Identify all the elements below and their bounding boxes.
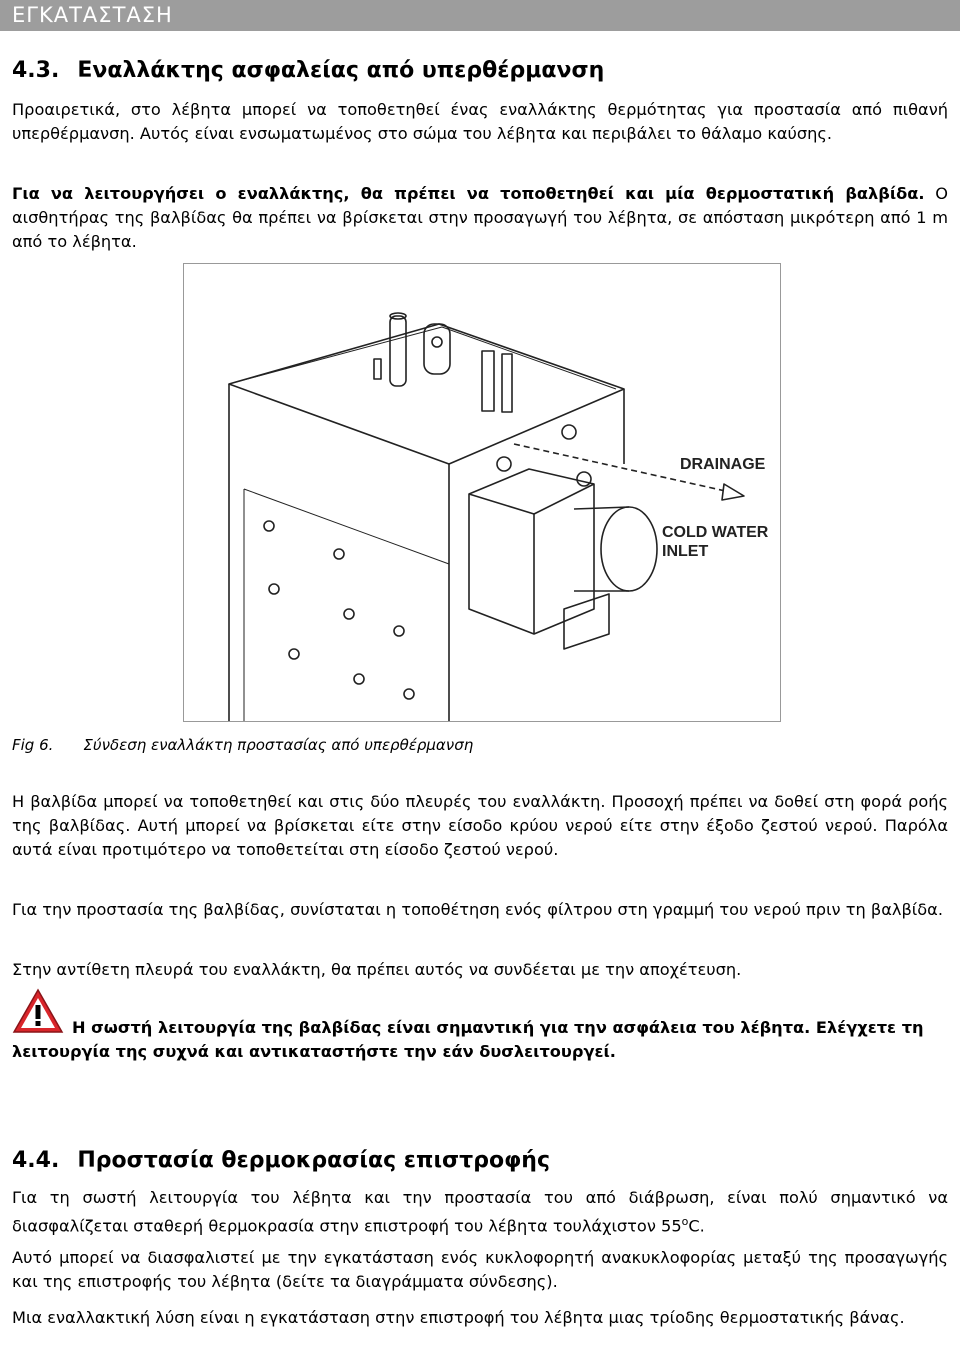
cold-water-inlet-pipe (601, 507, 657, 591)
header-title: ΕΓΚΑΤΑΣΤΑΣΗ (12, 3, 173, 27)
paragraph: Στην αντίθετη πλευρά του εναλλάκτη, θα πρέπει αυτός να συνδέεται με την αποχέτευση. (12, 960, 742, 979)
boiler-top-frame (229, 324, 624, 464)
warning-text: Η σωστή λειτουργία της βαλβίδας είναι σημαντική για την ασφάλεια του λέβητα. Ελέγχετε τη λειτουργία της συχνά και αντικαταστήστε την εάν δυσλειτουργεί. (12, 1018, 924, 1061)
bold-text: Για να λειτουργήσει ο εναλλάκτης, θα πρέπει να τοποθετηθεί και μία θερμοστατική βαλβίδα. (12, 184, 925, 203)
boiler-heat-exchanger-figure (183, 263, 781, 722)
figure-caption (12, 736, 473, 754)
figure-number: Fig 6. (12, 736, 54, 754)
paragraph-text: Ο αισθητήρας της βαλβίδας θα πρέπει να βρίσκεται στην προσαγωγή του λέβητα, σε απόσταση μικρότερη από 1 m από το λέβητα. (12, 184, 948, 251)
label-inlet: INLET (662, 543, 709, 560)
paragraph: Προαιρετικά, στο λέβητα μπορεί να τοποθετηθεί ένας εναλλάκτης θερμότητας για προστασία από πιθανή υπερθέρμανση. Αυτός είναι ενσωματωμένος στο σώμα του λέβητα και περιβάλει το θάλαμο καύσης. (12, 100, 948, 143)
unit-text: C. (688, 1216, 705, 1236)
drainage-arrowhead (722, 484, 744, 500)
paragraph-text: Για τη σωστή λειτουργία του λέβητα και την προστασία του από διάβρωση, είναι πολύ σημαντικό να διασφαλίζεται σταθερή θερμοκρασία στην επιστροφή του λέβητα τουλάχιστον 55 (12, 1188, 948, 1236)
valve (562, 425, 576, 439)
section-number: 4.3. (12, 58, 60, 83)
degree-superscript: o (681, 1215, 689, 1228)
valve (577, 472, 591, 486)
section-heading: Εναλλάκτης ασφαλείας από υπερθέρμανση (77, 58, 605, 83)
valve (497, 457, 511, 471)
pipe (502, 354, 512, 412)
paragraph (12, 182, 948, 254)
page-header (0, 0, 960, 31)
section-4-3-title (12, 58, 604, 83)
figure-caption-text: Σύνδεση εναλλάκτη προστασίας από υπερθέρμανση (83, 736, 474, 754)
paragraph (12, 1186, 948, 1238)
label-cold-water: COLD WATER (662, 524, 769, 541)
paragraph: Η βαλβίδα μπορεί να τοποθετηθεί και στις δύο πλευρές του εναλλάκτη. Προσοχή πρέπει να δοθεί στη φορά ροής της βαλβίδας. Αυτή μπορεί να βρίσκεται είτε στην είσοδο κρύου νερού είτε στην έξοδο ζεστού νερού. Παρόλα αυτά είναι προτιμότερο να τοποθετείται στη είσοδο ζεστού νερού. (12, 792, 948, 859)
boiler-diagram (184, 264, 781, 722)
paragraph: Για την προστασία της βαλβίδας, συνίσταται η τοποθέτηση ενός φίλτρου στη γραμμή του νερού πριν τη βαλβίδα. (12, 900, 943, 919)
section-4-4-title (12, 1148, 550, 1173)
lifting-lug (424, 324, 450, 374)
paragraph: Μια εναλλακτική λύση είναι η εγκατάσταση στην επιστροφή του λέβητα μιας τρίοδης θερμοστατικής βάνας. (12, 1308, 905, 1327)
section-heading: Προστασία θερμοκρασίας επιστροφής (77, 1148, 550, 1173)
label-drainage: DRAINAGE (680, 456, 766, 473)
pipe (390, 316, 406, 386)
section-number: 4.4. (12, 1148, 60, 1173)
mounting-bracket (564, 594, 609, 649)
pipe (482, 351, 494, 411)
paragraph: Αυτό μπορεί να διασφαλιστεί με την εγκατάσταση ενός κυκλοφορητή ανακυκλοφορίας μεταξύ της προσαγωγής και της επιστροφής του λέβητα (δείτε τα διαγράμματα σύνδεσης). (12, 1248, 948, 1291)
holes (264, 521, 414, 699)
